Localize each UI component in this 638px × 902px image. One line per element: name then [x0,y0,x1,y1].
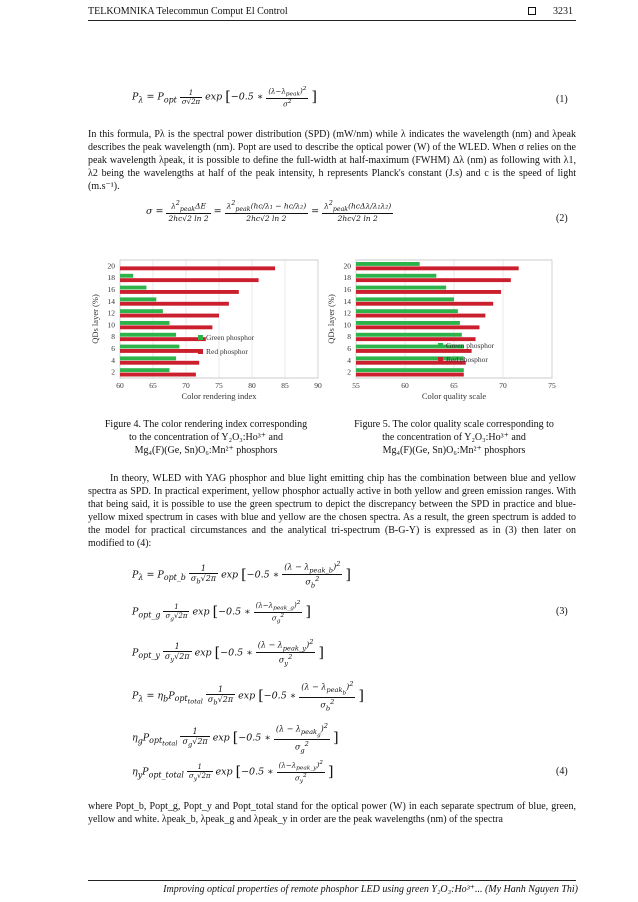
footer-rule [88,880,576,881]
x-axis-label: Color quality scale [421,391,487,401]
bar-green-phosphor [120,309,163,313]
y-axis-label: QDs layer (%) [90,294,100,344]
figure-4-chart [80,252,330,404]
x-tick-label: 65 [450,381,458,390]
y-tick-label: 4 [111,355,115,365]
x-tick-label: 60 [116,381,124,390]
figure-4-caption-line: Figure 4. The color rendering index corresponding [104,419,308,430]
figure-5-caption-line: Figure 5. The color quality scale corresponding to [354,419,554,430]
x-tick-label: 55 [352,381,360,390]
footer-citation: Improving optical properties of remote phosphor LED using green Y₂O₃:Ho³⁺... (My Hanh Nguyen Thi) [163,884,578,895]
bar-red-phosphor [356,290,501,294]
bar-red-phosphor [120,349,203,353]
y-tick-label: 6 [111,344,115,353]
x-tick-label: 65 [149,381,157,390]
figure-5-caption [334,418,574,457]
x-tick-label: 60 [401,381,409,390]
paragraph-definitions: where Popt_b, Popt_g, Popt_y and Popt_total stand for the optical power (W) in each separate spectrum of blue, green, yellow and white. λpeak_b, λpeak_g and λpeak_y in order are the peak wavelengths (nm) of the spectra [88,801,576,825]
bar-green-phosphor [120,274,133,278]
figure-4-caption-line: to the concentration of Y₂O₃:Ho³⁺ and [128,432,283,443]
journal-header: TELKOMNIKA Telecommun Comput El Control [88,6,288,17]
bar-green-phosphor [356,309,458,313]
page-number: 3231 [553,6,573,17]
legend-swatch [198,335,203,340]
legend-label: Red phosphor [206,347,248,356]
legend-label: Red phosphor [446,355,488,364]
x-tick-label: 85 [281,381,289,390]
x-axis-label: Color rendering index [181,391,257,401]
equation-3-line-3: $P_{opt\_y}$ $\frac{1}{\sigma_y√2\pi}$ exp [−0.5 ∗ $\frac{(\lambda - \lambda_{peak\_y})^2}{\sigma_y^2}$ ] [132,638,324,668]
bar-green-phosphor [356,286,446,290]
bar-red-phosphor [356,373,464,377]
y-tick-label: 10 [343,320,351,330]
equation-4-line-2: $\eta_gP_{opt_{total}}$ $\frac{1}{\sigma_g√2\pi}$ exp [−0.5 ∗ $\frac{(\lambda - \lambda_{peak_g})^2}{\sigma_g^2}$ ] [132,722,339,754]
x-tick-label: 90 [314,381,322,390]
y-tick-label: 14 [107,296,115,306]
equation-4-line-3: $\eta_yP_{opt\_total}$ $\frac{1}{\sigma_y√2\pi}$ exp [−0.5 ∗ $\frac{(\lambda-\lambda_{peak\_y})^2}{\sigma_y^2}$ ] [132,760,334,785]
y-tick-label: 4 [347,355,351,365]
bar-red-phosphor [120,361,199,365]
bar-red-phosphor [120,266,275,270]
y-tick-label: 20 [107,261,115,271]
y-tick-label: 2 [347,367,351,377]
legend-swatch [438,357,443,362]
header-rule [88,20,576,21]
equation-3-line-1: $P_\lambda = P_{opt\_b}$ $\frac{1}{\sigma_b√2\pi}$ exp [−0.5 ∗ $\frac{(\lambda - \lambda_{peak\_b})^2}{\sigma_b^2}$ ] [132,560,351,590]
equation-3-line-2: $P_{opt\_g}$ $\frac{1}{\sigma_g√2\pi}$ exp [−0.5 ∗ $\frac{(\lambda-\lambda_{peak\_g})^2}{\sigma_g^2}$ ] [132,600,311,625]
bar-green-phosphor [120,321,170,325]
bar-green-phosphor [120,356,176,360]
x-tick-label: 80 [248,381,256,390]
bar-green-phosphor [356,321,460,325]
y-tick-label: 16 [107,285,115,294]
bar-green-phosphor [120,297,156,301]
legend-swatch [438,343,443,348]
x-tick-label: 70 [182,381,190,390]
bar-red-phosphor [120,302,229,306]
equation-1: $P_\lambda = P_{opt}$ $\frac{1}{\sigma√2\pi}$ exp [−0.5 ∗ $\frac{(\lambda-\lambda_{peak})^2}{\sigma^2}$ ] [132,86,317,109]
bar-green-phosphor [120,333,176,337]
bar-red-phosphor [356,325,479,329]
equation-3-number: (3) [556,606,568,617]
y-tick-label: 12 [107,308,115,318]
bar-green-phosphor [356,274,436,278]
figure-5-caption-line: the concentration of Y₂O₃:Ho³⁺ and [382,432,526,443]
bar-red-phosphor [120,325,212,329]
bar-green-phosphor [356,368,464,372]
x-tick-label: 70 [499,381,507,390]
paragraph-theory: In theory, WLED with YAG phosphor and blue light emitting chip has the combination between blue and yellow spectra as SPD. In practical experiment, yellow phosphor actually active in both yellow and green emission ranges. With that being said, it is possible to use the green spectrum to depict the discrepancy between the SPD in practice and blue-yellow mixed spectrum in cases with blue and yellow are the chosen spectra. As a result, the green spectrum is added to the model for practical circumstances and the analytical tri-spectrum (B-G-Y) is expressed as in (3) then later on modified to (4): [88,473,576,549]
checkbox-icon [528,6,537,18]
bar-red-phosphor [356,302,493,306]
y-tick-label: 6 [347,344,351,353]
y-tick-label: 20 [343,261,351,271]
equation-2-number: (2) [556,213,568,224]
y-tick-label: 16 [343,285,351,294]
y-tick-label: 14 [343,296,351,306]
figure-4-caption-line: Mg₄(F)(Ge, Sn)O₆:Mn²⁺ phosphors [134,445,278,456]
bar-green-phosphor [356,262,420,266]
x-tick-label: 75 [215,381,223,390]
y-tick-label: 12 [343,308,351,318]
equation-2: σ = $\frac{\lambda^2_{peak}\Delta E}{2hc√2 \ln 2}$ = $\frac{\lambda^2_{peak}(hc/\lambda_1 - hc/\lambda_2)}{2hc√2 \ln 2}$ = $\frac{\lambda^2_{peak}(hc\Delta\lambda/\lambda_1\lambda_2)}{2hc√2 \ln 2}$ [146,200,392,223]
equation-1-number: (1) [556,94,568,105]
figure-5-chart [326,252,576,404]
bar-green-phosphor [120,286,146,290]
legend-label: Green phosphor [446,341,495,350]
bar-red-phosphor [120,337,206,341]
equation-4-line-1: $P_\lambda = \eta_bP_{opt_{total}}$ $\frac{1}{\sigma_b√2\pi}$ exp [−0.5 ∗ $\frac{(\lambda - \lambda_{peak_b})^2}{\sigma_b^2}$ ] [132,680,364,712]
y-tick-label: 2 [111,367,115,377]
legend-swatch [198,349,203,354]
y-axis-label: QDs layer (%) [326,294,336,344]
bar-red-phosphor [120,278,259,282]
bar-red-phosphor [356,314,485,318]
y-tick-label: 8 [111,332,115,342]
bar-red-phosphor [356,266,519,270]
bar-green-phosphor [120,368,170,372]
y-tick-label: 18 [343,273,351,283]
equation-4-number: (4) [556,766,568,777]
bar-red-phosphor [120,290,239,294]
bar-red-phosphor [120,373,196,377]
x-tick-label: 75 [548,381,556,390]
y-tick-label: 8 [347,332,351,342]
y-tick-label: 18 [107,273,115,283]
paragraph-fwhm: In this formula, Pλ is the spectral power distribution (SPD) (mW/nm) while λ indicates the wavelength (nm) and λpeak describes the peak wavelength (nm). Popt are used to describe the optical power (W) of the WLED. When σ relies on the peak wavelength λpeak, it is possible to define the full-width at half-maximum (FWHM) Δλ (nm) as following with λ1, λ2 being the wavelengths at half of the peak intensity, h represents Planck's constant (J.s) and c is the speed of light (m.s⁻¹). [88,129,576,192]
bar-red-phosphor [120,314,219,318]
figure-4-caption [88,418,324,457]
bar-red-phosphor [356,278,511,282]
bar-green-phosphor [120,345,179,349]
figure-5-caption-line: Mg₄(F)(Ge, Sn)O₆:Mn²⁺ phosphors [382,445,526,456]
legend-label: Green phosphor [206,333,255,342]
y-tick-label: 10 [107,320,115,330]
bar-green-phosphor [356,297,454,301]
bar-green-phosphor [356,333,462,337]
